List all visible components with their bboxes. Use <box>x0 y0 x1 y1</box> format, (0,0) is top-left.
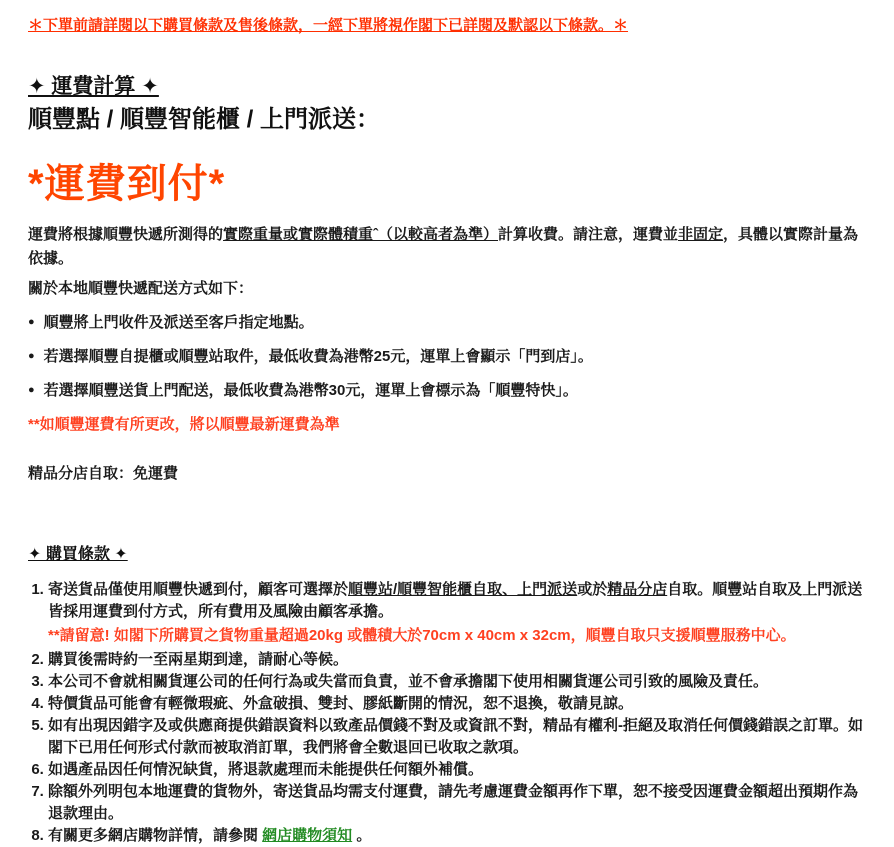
term-item-5: 5. 如有出現因錯字及或供應商提供錯誤資料以致產品價錢不對及或資訊不對，精品有權利-拒絕及取消任何價錢錯誤之訂單。如閣下已用任何形式付款而被取消訂單，我們將會全數退回已收取之款項。 <box>48 715 864 759</box>
delivery-bullet-3 <box>28 380 864 401</box>
freight-collect-banner: *運費到付* <box>28 162 226 206</box>
delivery-bullet-2 <box>28 346 864 367</box>
shipping-calc-heading: ✦ 運費計算 ✦ <box>28 75 159 98</box>
fee-para-text-3: ，具體以實際計量為依據。 <box>28 226 859 267</box>
fee-para-text-2: 計算收費。請注意，運費並 <box>498 226 679 243</box>
term-item-4: 4. 特價貨品可能會有輕微瑕疵、外盒破損、雙封、膠紙斷開的情況，恕不退換，敬請見諒。 <box>48 693 864 715</box>
term-8-text-1: 有關更多網店購物詳情，請參閱 <box>48 827 263 844</box>
bullet-icon: ● <box>28 384 35 396</box>
fee-calculation-paragraph <box>28 223 864 271</box>
term-1-text-2: 或於 <box>577 581 608 598</box>
fee-para-underline-1: 實際重量或實際體積重ˆ（以較高者為準） <box>223 226 499 243</box>
fee-para-text-1: 運費將根據順豐快遞所測得的 <box>28 226 224 243</box>
delivery-bullet-1-text: 順豐將上門收件及派送至客戶指定地點。 <box>43 314 314 331</box>
purchase-terms-list <box>28 579 864 847</box>
delivery-bullet-2-text: 若選擇順豐自提櫃或順豐站取件，最低收費為港幣25元，運單上會顯示「門到店」。 <box>43 348 593 365</box>
term-item-8 <box>48 825 864 847</box>
term-item-2: 2. 購買後需時約一至兩星期到達，請耐心等候。 <box>48 649 864 671</box>
fee-para-underline-2: 非固定 <box>678 226 724 243</box>
term-item-6: 6. 如遇產品因任何情況缺貨，將退款處理而未能提供任何額外補償。 <box>48 759 864 781</box>
store-pickup-note: 精品分店自取：免運費 <box>28 465 179 482</box>
delivery-methods-intro: 關於本地順豐快遞配送方式如下： <box>28 280 254 297</box>
fee-change-note: **如順豐運費有所更改，將以順豐最新運費為準 <box>28 416 340 433</box>
shop-guide-link[interactable]: 網店購物須知 <box>262 827 353 844</box>
term-1-text-3: 自取。順豐站自取及上門派送皆採用運費到付方式，所有費用及風險由顧客承擔。 <box>48 581 863 620</box>
term-8-text-2: 。 <box>352 827 372 844</box>
term-1-underline-2: 精品分店 <box>607 581 668 598</box>
bullet-icon: ● <box>28 350 35 362</box>
term-item-7: 7. 除額外列明包本地運費的貨物外，寄送貨品均需支付運費，請先考慮運費金額再作下單，恕不接受因運費金額超出預期作為退款理由。 <box>48 781 864 825</box>
purchase-terms-heading: ✦ 購買條款 ✦ <box>28 546 128 563</box>
term-1-underline-1: 順豐站/順豐智能櫃自取、上門派送 <box>348 581 578 598</box>
delivery-bullet-1 <box>28 312 864 333</box>
term-1-text-1: 寄送貨品僅使用順豐快遞到付，顧客可選擇於 <box>48 581 349 598</box>
bullet-icon: ● <box>28 316 35 328</box>
delivery-options-subtitle: 順豐點 / 順豐智能櫃 / 上門派送： <box>28 106 381 133</box>
term-1-weight-note: **請留意! 如閣下所購買之貨物重量超過20kg 或體積大於70cm x 40cm x 32cm，順豐自取只支援順豐服務中心。 <box>48 627 796 644</box>
term-item-3: 3. 本公司不會就相關貨運公司的任何行為或失當而負責，並不會承擔閣下使用相關貨運公司引致的風險及責任。 <box>48 671 864 693</box>
term-item-1 <box>48 579 864 647</box>
pre-order-notice: ＊下單前請詳閱以下購買條款及售後條款，一經下單將視作閣下已詳閱及默認以下條款。＊ <box>28 17 629 34</box>
delivery-bullet-3-text: 若選擇順豐送貨上門配送，最低收費為港幣30元，運單上會標示為「順豐特快」。 <box>43 382 578 399</box>
